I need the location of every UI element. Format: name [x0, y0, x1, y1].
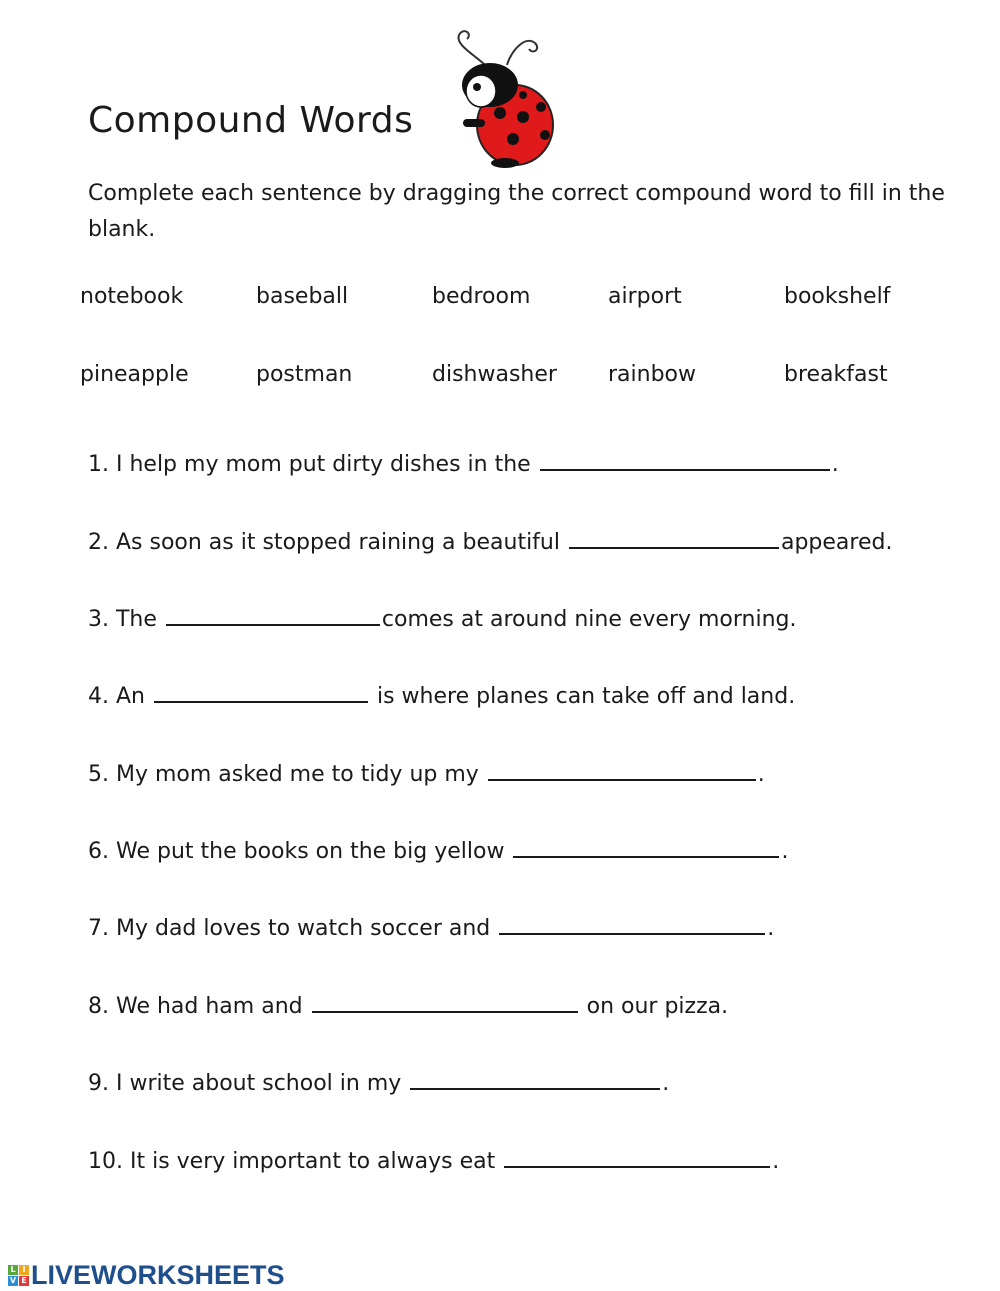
question-text: . — [662, 1071, 670, 1096]
liveworksheets-logo[interactable] — [8, 1260, 285, 1291]
answer-blank[interactable] — [154, 683, 368, 703]
answer-blank[interactable] — [166, 606, 380, 626]
question-text: 6. We put the books on the big yellow — [88, 839, 505, 864]
question-text: 10. It is very important to always eat — [88, 1149, 496, 1174]
question-text: . — [757, 762, 765, 787]
question-text: 8. We had ham and — [88, 994, 303, 1019]
word-tile[interactable]: notebook — [80, 284, 184, 309]
instructions: Complete each sentence by dragging the correct compound word to fill in the blank. — [88, 181, 945, 242]
question-8 — [88, 993, 728, 1019]
question-2 — [88, 529, 892, 555]
question-text: on our pizza. — [579, 994, 729, 1019]
question-text: 4. An — [88, 684, 145, 709]
logo-text: LIVEWORKSHEETS — [31, 1260, 285, 1290]
question-7 — [88, 915, 774, 941]
answer-blank[interactable] — [312, 993, 578, 1013]
question-text: 9. I write about school in my — [88, 1071, 402, 1096]
word-tile[interactable]: dishwasher — [432, 362, 557, 387]
question-text: 7. My dad loves to watch soccer and — [88, 916, 491, 941]
question-text: comes at around nine every morning. — [381, 607, 797, 632]
question-text: . — [767, 916, 775, 941]
word-tile[interactable]: rainbow — [608, 362, 696, 387]
word-tile[interactable]: postman — [256, 362, 353, 387]
logo-tile: V — [9, 1276, 17, 1285]
question-text: . — [831, 452, 839, 477]
question-text: 5. My mom asked me to tidy up my — [88, 762, 479, 787]
word-tile[interactable]: bookshelf — [784, 284, 891, 309]
logo-tile: E — [19, 1276, 29, 1286]
question-text: 2. As soon as it stopped raining a beautiful — [88, 530, 560, 555]
question-4 — [88, 683, 795, 709]
question-text: appeared. — [780, 530, 893, 555]
question-9 — [88, 1070, 669, 1096]
answer-blank[interactable] — [504, 1148, 770, 1168]
question-text: is where planes can take off and land. — [369, 684, 796, 709]
word-tile[interactable]: baseball — [256, 284, 349, 309]
answer-blank[interactable] — [540, 451, 830, 471]
word-tile[interactable]: breakfast — [784, 362, 888, 387]
answer-blank[interactable] — [499, 915, 765, 935]
word-tile[interactable]: bedroom — [432, 284, 531, 309]
answer-blank[interactable] — [410, 1070, 660, 1090]
question-text: . — [772, 1149, 780, 1174]
question-text: 1. I help my mom put dirty dishes in the — [88, 452, 531, 477]
logo-tiles-icon — [8, 1265, 29, 1286]
logo-tile: L — [8, 1265, 18, 1275]
question-text: . — [781, 839, 789, 864]
word-tile[interactable]: airport — [608, 284, 682, 309]
logo-tile: I — [19, 1265, 29, 1275]
question-5 — [88, 761, 765, 787]
answer-blank[interactable] — [488, 761, 756, 781]
ladybug-illustration — [445, 25, 565, 170]
question-3 — [88, 606, 797, 632]
answer-blank[interactable] — [569, 529, 779, 549]
page-title: Compound Words — [88, 100, 414, 141]
question-10 — [88, 1148, 779, 1174]
question-1 — [88, 451, 839, 477]
question-text: 3. The — [88, 607, 157, 632]
question-6 — [88, 838, 788, 864]
answer-blank[interactable] — [513, 838, 779, 858]
word-tile[interactable]: pineapple — [80, 362, 189, 387]
